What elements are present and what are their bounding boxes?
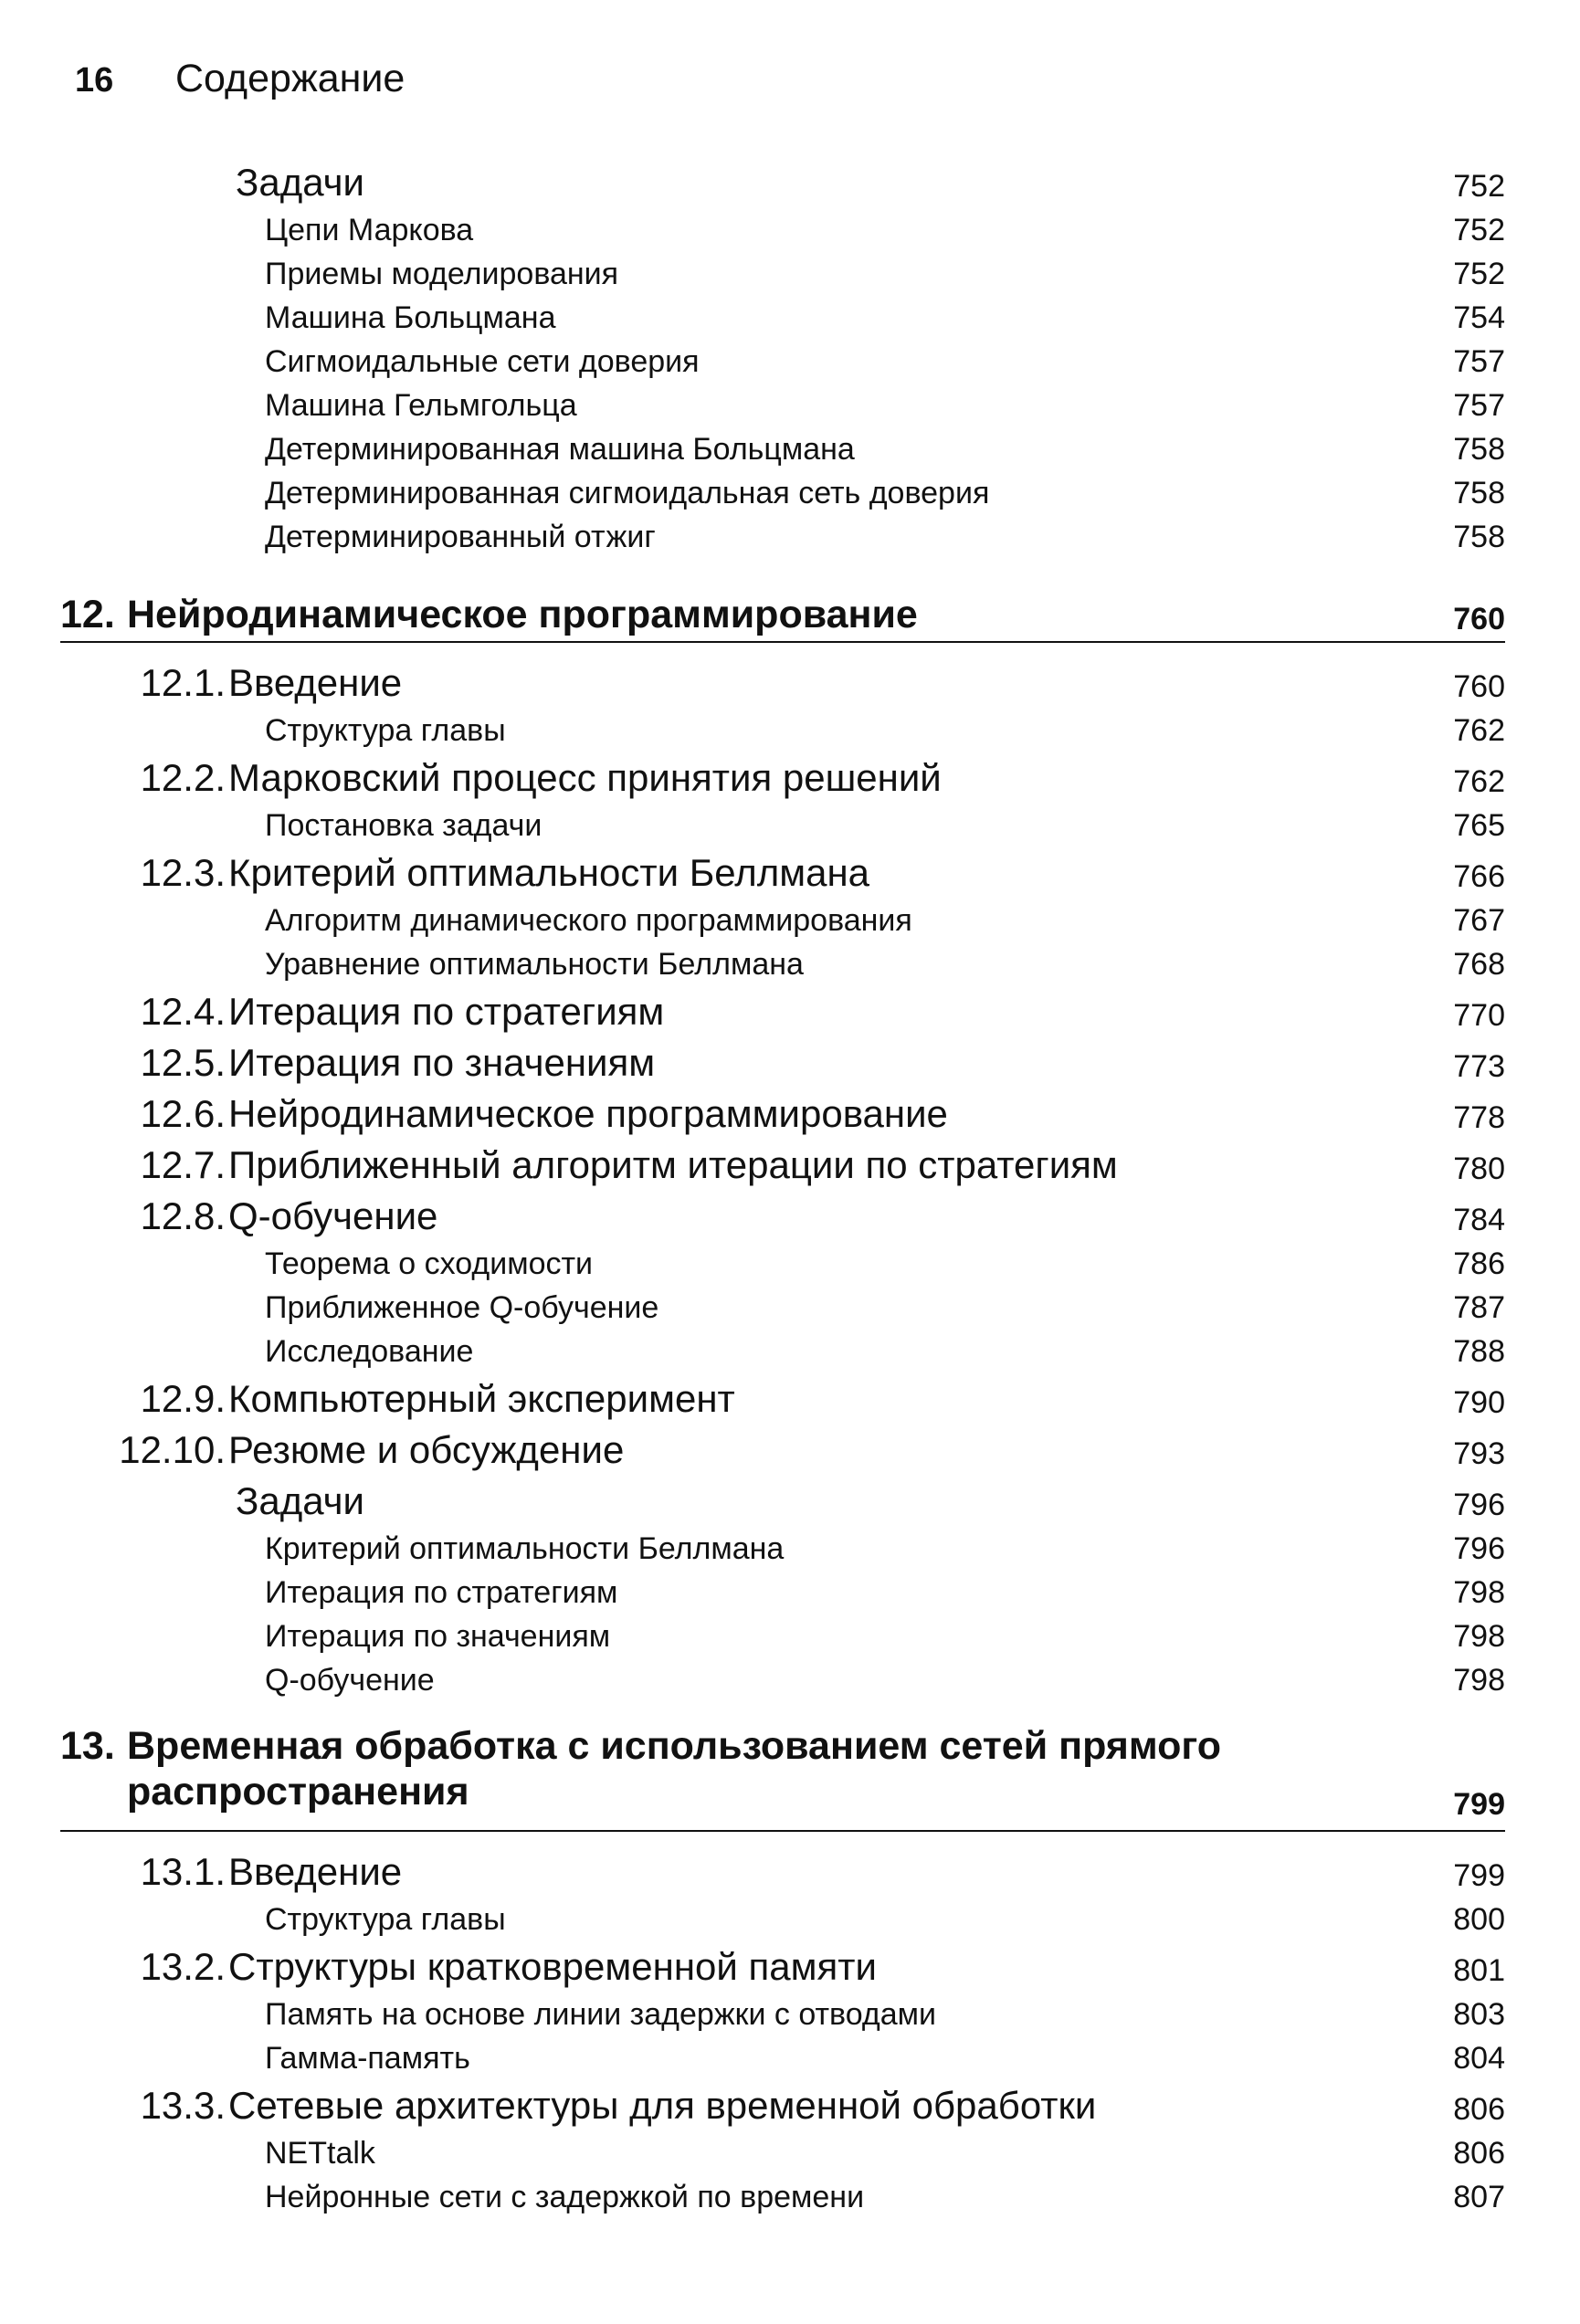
toc-entry-page: 807 bbox=[1453, 2180, 1505, 2214]
toc-entry-page: 798 bbox=[1453, 1619, 1505, 1654]
toc-entry-page: 768 bbox=[1453, 947, 1505, 982]
toc-section bbox=[0, 2082, 1580, 2133]
section-page: 806 bbox=[1453, 2092, 1505, 2127]
toc-entry bbox=[0, 1660, 1580, 1704]
section-title: Итерация по стратегиям bbox=[228, 990, 665, 1033]
toc-entry bbox=[0, 342, 1580, 385]
section-number: 13.2. bbox=[140, 1945, 226, 1988]
section-page: 778 bbox=[1453, 1100, 1505, 1135]
toc-entry bbox=[0, 429, 1580, 473]
toc-entry-title: Теорема о сходимости bbox=[265, 1246, 594, 1281]
toc-entry-page: 752 bbox=[1453, 257, 1505, 291]
chapter-rule bbox=[60, 1830, 1505, 1832]
toc-entry-title: Память на основе линии задержки с отводами bbox=[265, 1997, 937, 2032]
section-page: 801 bbox=[1453, 1953, 1505, 1988]
toc-entry bbox=[0, 710, 1580, 754]
toc-entry bbox=[0, 1616, 1580, 1660]
toc-entry-title: Уравнение оптимальности Беллмана bbox=[265, 947, 804, 982]
section-title: Компьютерный эксперимент bbox=[228, 1377, 735, 1420]
toc-entry bbox=[0, 1477, 1580, 1529]
toc-section bbox=[0, 849, 1580, 900]
section-page: 784 bbox=[1453, 1203, 1505, 1237]
toc-entry-page: 786 bbox=[1453, 1246, 1505, 1281]
toc-section bbox=[0, 1426, 1580, 1477]
toc-entry-title: Приближенное Q-обучение bbox=[265, 1290, 659, 1325]
toc-entry bbox=[0, 254, 1580, 298]
section-number: 12.7. bbox=[140, 1143, 226, 1186]
section-title: Сетевые архитектуры для временной обработки bbox=[228, 2084, 1097, 2127]
toc-entry-page: 788 bbox=[1453, 1334, 1505, 1369]
section-title: Введение bbox=[228, 1850, 403, 1893]
toc-entry-title: Детерминированный отжиг bbox=[265, 520, 656, 554]
toc-entry bbox=[0, 805, 1580, 849]
toc-entry-page: 787 bbox=[1453, 1290, 1505, 1325]
toc-section bbox=[0, 1943, 1580, 1994]
toc-entry-title: Сигмоидальные сети доверия bbox=[265, 344, 700, 379]
section-page: 793 bbox=[1453, 1436, 1505, 1471]
toc-entry bbox=[0, 2177, 1580, 2221]
page-header bbox=[75, 57, 405, 111]
toc-entry bbox=[0, 1899, 1580, 1943]
toc-entry bbox=[0, 944, 1580, 988]
page-number: 16 bbox=[75, 61, 114, 100]
toc-entry-title: Итерация по стратегиям bbox=[265, 1575, 618, 1610]
toc-entry-page: 752 bbox=[1453, 169, 1505, 204]
toc-entry-title: Приемы моделирования bbox=[265, 257, 619, 291]
chapter-number: 12. bbox=[60, 593, 115, 636]
toc-entry-title: Критерий оптимальности Беллмана bbox=[265, 1531, 785, 1566]
section-number: 12.5. bbox=[140, 1041, 226, 1084]
toc-entry-page: 752 bbox=[1453, 213, 1505, 247]
toc-entry bbox=[0, 210, 1580, 254]
toc-entry-title: Машина Больцмана bbox=[265, 300, 556, 335]
section-title: Нейродинамическое программирование bbox=[228, 1092, 948, 1135]
toc-entry bbox=[0, 1529, 1580, 1572]
section-title: Марковский процесс принятия решений bbox=[228, 756, 942, 799]
section-title: Критерий оптимальности Беллмана bbox=[228, 851, 870, 894]
spacer bbox=[0, 643, 1580, 659]
toc-entry-title: Гамма-память bbox=[265, 2041, 470, 2076]
section-page: 766 bbox=[1453, 859, 1505, 894]
toc-entry bbox=[0, 2133, 1580, 2177]
toc-section bbox=[0, 1193, 1580, 1244]
toc-entry-title: Задачи bbox=[236, 1479, 365, 1522]
section-number: 12.3. bbox=[140, 851, 226, 894]
toc-section bbox=[0, 754, 1580, 805]
section-page: 760 bbox=[1453, 669, 1505, 704]
section-title: Приближенный алгоритм итерации по стратегиям bbox=[228, 1143, 1118, 1186]
chapter-rule bbox=[60, 641, 1505, 643]
chapter-title-line-2: распространения bbox=[127, 1770, 469, 1814]
toc-entry bbox=[0, 1331, 1580, 1375]
toc-section bbox=[0, 1848, 1580, 1899]
toc-entry-page: 767 bbox=[1453, 903, 1505, 938]
spacer bbox=[0, 1832, 1580, 1848]
section-number: 12.10. bbox=[119, 1428, 226, 1471]
toc-entry-page: 758 bbox=[1453, 432, 1505, 467]
chapter-title: Нейродинамическое программирование bbox=[127, 593, 918, 636]
toc-entry-page: 758 bbox=[1453, 520, 1505, 554]
toc-entry-title: Нейронные сети с задержкой по времени bbox=[265, 2180, 865, 2214]
section-number: 13.1. bbox=[140, 1850, 226, 1893]
toc-entry-title: Детерминированная машина Больцмана bbox=[265, 432, 855, 467]
toc-section bbox=[0, 659, 1580, 710]
toc-entry bbox=[0, 1994, 1580, 2038]
toc-entry-page: 765 bbox=[1453, 808, 1505, 843]
toc-entry-page: 803 bbox=[1453, 1997, 1505, 2032]
section-title: Q-обучение bbox=[228, 1194, 438, 1237]
toc-entry bbox=[0, 298, 1580, 342]
toc-section bbox=[0, 988, 1580, 1039]
section-title: Структуры кратковременной памяти bbox=[228, 1945, 877, 1988]
chapter-heading bbox=[0, 1704, 1580, 1832]
toc-section bbox=[0, 1039, 1580, 1090]
section-page: 799 bbox=[1453, 1858, 1505, 1893]
toc-entry-title: Машина Гельмгольца bbox=[265, 388, 577, 423]
toc-entry bbox=[0, 159, 1580, 210]
section-title: Введение bbox=[228, 661, 403, 704]
toc-entry-page: 798 bbox=[1453, 1663, 1505, 1698]
toc-entry-page: 758 bbox=[1453, 476, 1505, 510]
section-page: 773 bbox=[1453, 1049, 1505, 1084]
toc-entry-page: 757 bbox=[1453, 344, 1505, 379]
toc-entry bbox=[0, 473, 1580, 517]
toc-entry bbox=[0, 517, 1580, 561]
toc-entry-title: Алгоритм динамического программирования bbox=[265, 903, 912, 938]
toc-entry-title: Структура главы bbox=[265, 1902, 506, 1937]
toc-entry-page: 804 bbox=[1453, 2041, 1505, 2076]
toc-entry-title: Постановка задачи bbox=[265, 808, 542, 843]
toc-entry bbox=[0, 1572, 1580, 1616]
toc-section bbox=[0, 1141, 1580, 1193]
section-number: 12.9. bbox=[140, 1377, 226, 1420]
toc-entry-page: 806 bbox=[1453, 2136, 1505, 2171]
section-page: 790 bbox=[1453, 1385, 1505, 1420]
toc-entry-page: 757 bbox=[1453, 388, 1505, 423]
toc-entry bbox=[0, 1244, 1580, 1288]
toc-entry-page: 800 bbox=[1453, 1902, 1505, 1937]
section-title: Итерация по значениям bbox=[228, 1041, 656, 1084]
toc-entry-title: Итерация по значениям bbox=[265, 1619, 611, 1654]
toc-entry-page: 798 bbox=[1453, 1575, 1505, 1610]
toc-entry-title: Структура главы bbox=[265, 713, 506, 748]
section-page: 770 bbox=[1453, 998, 1505, 1033]
section-number: 12.2. bbox=[140, 756, 226, 799]
toc-entry bbox=[0, 2038, 1580, 2082]
table-of-contents bbox=[0, 159, 1580, 2221]
chapter-title-line-1: Временная обработка с использованием сетей прямого bbox=[127, 1724, 1221, 1768]
chapter-number: 13. bbox=[60, 1724, 115, 1768]
running-title: Содержание bbox=[175, 57, 406, 100]
toc-entry-page: 796 bbox=[1453, 1531, 1505, 1566]
chapter-heading bbox=[0, 561, 1580, 643]
section-number: 13.3. bbox=[140, 2084, 226, 2127]
section-number: 12.8. bbox=[140, 1194, 226, 1237]
toc-entry-title: NETtalk bbox=[265, 2136, 375, 2171]
toc-entry-title: Q-обучение bbox=[265, 1663, 435, 1698]
toc-entry-title: Цепи Маркова bbox=[265, 213, 474, 247]
toc-entry bbox=[0, 385, 1580, 429]
toc-entry-title: Детерминированная сигмоидальная сеть доверия bbox=[265, 476, 990, 510]
toc-entry-page: 754 bbox=[1453, 300, 1505, 335]
section-page: 780 bbox=[1453, 1151, 1505, 1186]
toc-entry-page: 762 bbox=[1453, 713, 1505, 748]
toc-section bbox=[0, 1090, 1580, 1141]
toc-entry-page: 796 bbox=[1453, 1488, 1505, 1522]
chapter-page: 799 bbox=[1453, 1787, 1505, 1822]
section-number: 12.4. bbox=[140, 990, 226, 1033]
toc-entry bbox=[0, 900, 1580, 944]
section-number: 12.1. bbox=[140, 661, 226, 704]
chapter-page: 760 bbox=[1453, 602, 1505, 636]
section-title: Резюме и обсуждение bbox=[228, 1428, 625, 1471]
section-number: 12.6. bbox=[140, 1092, 226, 1135]
toc-entry-title: Задачи bbox=[236, 161, 365, 204]
toc-entry-title: Исследование bbox=[265, 1334, 474, 1369]
toc-entry bbox=[0, 1288, 1580, 1331]
toc-section bbox=[0, 1375, 1580, 1426]
section-page: 762 bbox=[1453, 764, 1505, 799]
